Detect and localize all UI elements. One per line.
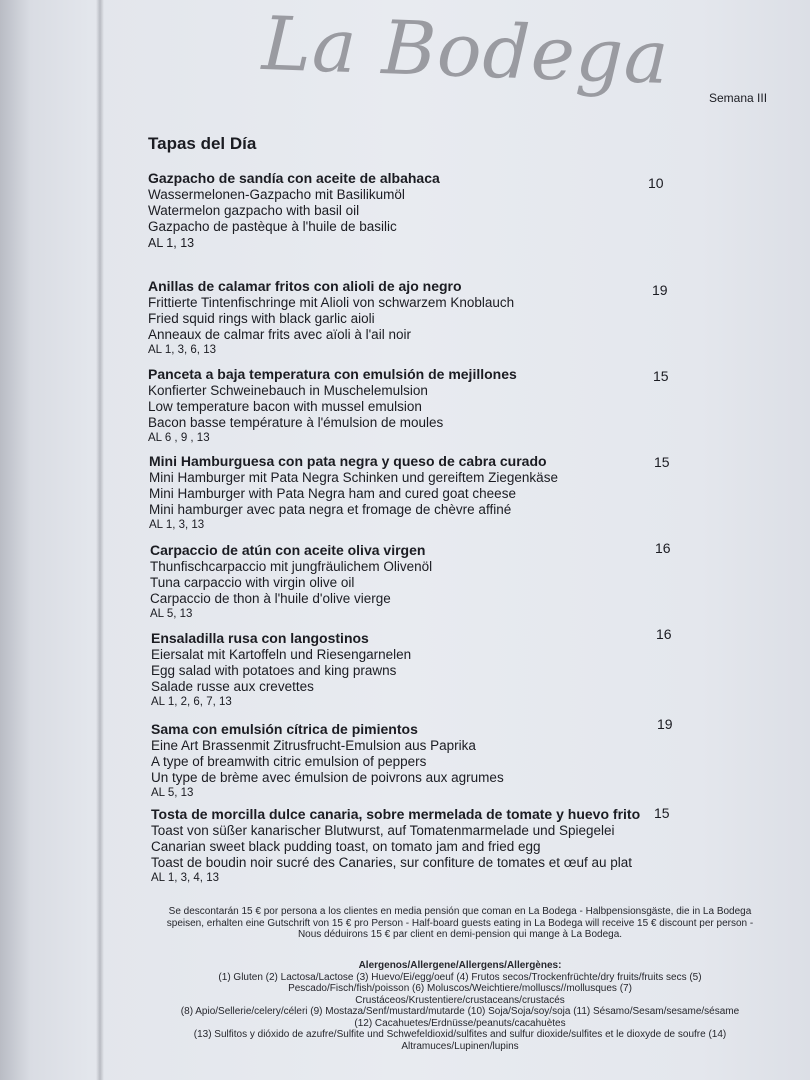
dish-desc-de: Thunfischcarpaccio mit jungfräulichem Olivenöl — [150, 559, 433, 574]
half-board-note — [150, 906, 770, 941]
dish-allergens: AL 1, 3, 4, 13 — [151, 872, 219, 884]
allergen-title: Alergenos/Allergene/Allergens/Allergènes: — [358, 960, 562, 971]
dish-price: 16 — [655, 540, 671, 556]
dish-desc-fr: Un type de brème avec émulsion de poivrons aux agrumes — [151, 770, 504, 785]
dish-item — [151, 721, 751, 801]
dish-price: 10 — [648, 175, 664, 191]
dish-desc-fr: Anneaux de calmar frits avec aïoli à l'ail noir — [148, 327, 411, 342]
dish-name: Panceta a baja temperatura con emulsión de mejillones — [148, 366, 517, 382]
allergen-line: Altramuces/Lupinen/lupins — [401, 1040, 519, 1052]
allergen-line: Crustáceos/Krustentiere/crustaceans/crustacés — [355, 994, 565, 1006]
dish-price: 19 — [657, 716, 673, 732]
dish-desc-de: Toast von süßer kanarischer Blutwurst, auf Tomatenmarmelade und Spiegelei — [151, 823, 615, 838]
dish-desc-de: Eiersalat mit Kartoffeln und Riesengarnelen — [151, 647, 412, 662]
dish-name: Sama con emulsión cítrica de pimientos — [151, 721, 418, 737]
dish-desc-de: Mini Hamburger mit Pata Negra Schinken und gereiftem Ziegenkäse — [149, 470, 558, 485]
dish-allergens: AL 6 , 9 , 13 — [148, 432, 210, 444]
dish-item — [151, 630, 751, 710]
dish-desc-de: Eine Art Brassenmit Zitrusfrucht-Emulsion aus Paprika — [151, 738, 476, 753]
dish-desc-de: Wassermelonen-Gazpacho mit Basilikumöl — [148, 187, 405, 202]
dish-price: 15 — [654, 805, 670, 821]
dish-allergens: AL 1, 3, 6, 13 — [148, 344, 216, 356]
note-line: Se descontarán 15 € por persona a los clientes en media pensión que coman en La Bodega - Halbpensionsgäste, die in La Bodega — [168, 906, 752, 917]
dish-desc-fr: Salade russe aux crevettes — [151, 679, 314, 694]
allergen-legend — [150, 960, 770, 1052]
dish-desc-en: Watermelon gazpacho with basil oil — [148, 203, 360, 218]
section-title: Tapas del Día — [148, 134, 257, 153]
dish-desc-en: A type of breamwith citric emulsion of peppers — [151, 754, 427, 769]
dish-desc-en: Canarian sweet black pudding toast, on tomato jam and fried egg — [151, 839, 541, 854]
dish-price: 19 — [652, 282, 668, 298]
dish-desc-de: Konfierter Schweinebauch in Muschelemulsion — [148, 383, 428, 398]
dish-desc-en: Mini Hamburger with Pata Negra ham and cured goat cheese — [149, 486, 516, 501]
dish-allergens: AL 5, 13 — [151, 787, 194, 799]
dish-allergens: AL 1, 13 — [148, 236, 195, 250]
allergen-line: Pescado/Fisch/fish/poisson (6) Moluscos/Weichtiere/molluscs//mollusques (7) — [288, 983, 632, 994]
dish-desc-en: Fried squid rings with black garlic aioli — [148, 311, 375, 326]
allergen-line: (13) Sulfitos y dióxido de azufre/Sulfite und Schwefeldioxid/sulfites and sulfur dioxide/sulfites et le dioxyde de soufre (14) — [193, 1029, 727, 1040]
dish-allergens: AL 1, 2, 6, 7, 13 — [151, 696, 232, 708]
dish-desc-fr: Mini hamburger avec pata negra et fromage de chèvre affiné — [149, 502, 512, 517]
dish-name: Gazpacho de sandía con aceite de albahaca — [148, 170, 440, 186]
note-line: Nous déduirons 15 € par client en demi-pension qui mange à La Bodega. — [297, 929, 623, 940]
dish-name: Mini Hamburguesa con pata negra y queso de cabra curado — [149, 453, 547, 469]
dish-desc-en: Low temperature bacon with mussel emulsion — [148, 399, 422, 414]
dish-desc-fr: Bacon basse température à l'émulsion de moules — [148, 415, 444, 430]
page-binding-shadow — [96, 0, 104, 1080]
dish-desc-fr: Toast de boudin noir sucré des Canaries, sur confiture de tomates et œuf au plat — [151, 855, 633, 870]
restaurant-logo: La Bodega — [260, 0, 671, 102]
dish-desc-fr: Carpaccio de thon à l'huile d'olive vierge — [150, 591, 391, 606]
week-label: Semana III — [709, 91, 768, 105]
note-line: speisen, erhalten eine Gutschrift von 15 € pro Person - Half-board guests eating in La Bodega will receive 15 € discount per person - — [166, 917, 754, 929]
allergen-line: (1) Gluten (2) Lactosa/Lactose (3) Huevo/Ei/egg/oeuf (4) Frutos secos/Trockenfrüchte/dry fruits/fruits secs (5) — [218, 971, 702, 983]
allergen-line: (8) Apio/Sellerie/celery/céleri (9) Mostaza/Senf/mustard/mutarde (10) Soja/Soja/soy/soja (11) Sésamo/Sesam/sesame/sésame — [180, 1006, 740, 1017]
dish-allergens: AL 5, 13 — [150, 608, 193, 620]
dish-price: 15 — [654, 454, 670, 470]
dish-desc-fr: Gazpacho de pastèque à l'huile de basilic — [148, 219, 397, 234]
dish-name: Anillas de calamar fritos con alioli de ajo negro — [148, 278, 462, 294]
dish-desc-de: Frittierte Tintenfischringe mit Alioli von schwarzem Knoblauch — [148, 295, 515, 310]
dish-name: Carpaccio de atún con aceite oliva virgen — [150, 542, 426, 558]
dish-desc-en: Egg salad with potatoes and king prawns — [151, 663, 397, 678]
dish-name: Ensaladilla rusa con langostinos — [151, 630, 369, 646]
dish-price: 16 — [656, 626, 672, 642]
allergen-line: (12) Cacahuetes/Erdnüsse/peanuts/cacahuètes — [354, 1017, 566, 1029]
dish-allergens: AL 1, 3, 13 — [149, 519, 205, 531]
dish-price: 15 — [653, 368, 669, 384]
dish-name: Tosta de morcilla dulce canaria, sobre mermelada de tomate y huevo frito — [151, 806, 641, 822]
dish-desc-en: Tuna carpaccio with virgin olive oil — [150, 575, 355, 590]
